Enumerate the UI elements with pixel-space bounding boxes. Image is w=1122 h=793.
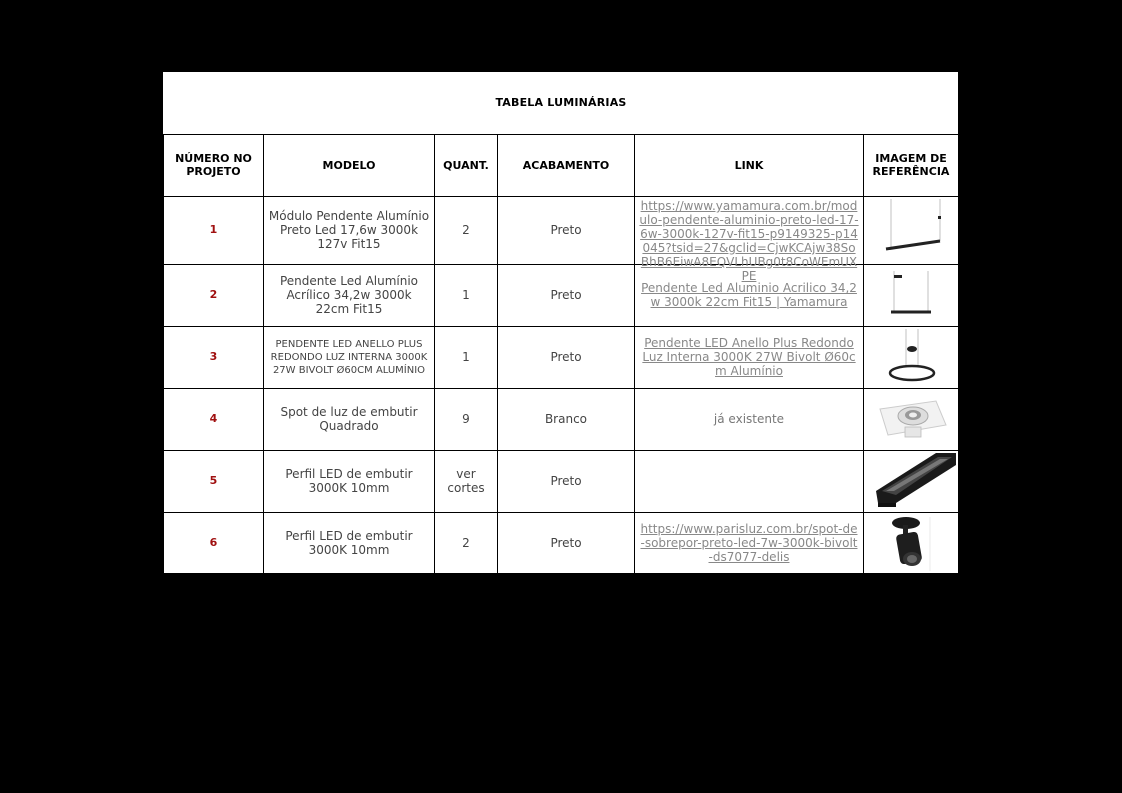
row-acabamento: Preto — [498, 196, 635, 264]
row-quant: 2 — [435, 196, 498, 264]
row-modelo: Spot de luz de embutir Quadrado — [264, 388, 435, 450]
header-num: NÚMERO NO PROJETO — [164, 134, 264, 196]
row-number: 5 — [164, 450, 264, 512]
row-quant: ver cortes — [435, 450, 498, 512]
row-link-cell — [635, 196, 864, 283]
header-row — [164, 134, 959, 196]
header-imagem: IMAGEM DE REFERÊNCIA — [864, 134, 959, 196]
linear-pendant-image — [864, 196, 959, 264]
row-acabamento: Branco — [498, 388, 635, 450]
table-row — [164, 450, 959, 512]
table-row — [164, 326, 959, 388]
row-number: 2 — [164, 264, 264, 326]
row-modelo: Módulo Pendente Alumínio Preto Led 17,6w 3000k 127v Fit15 — [264, 196, 435, 264]
table-row — [164, 388, 959, 450]
row-quant: 9 — [435, 388, 498, 450]
row-modelo: Perfil LED de embutir 3000K 10mm — [264, 512, 435, 574]
row-acabamento: Preto — [498, 512, 635, 574]
square-spot-image — [864, 388, 959, 450]
row-quant: 1 — [435, 326, 498, 388]
header-link: LINK — [635, 134, 864, 196]
row-link[interactable]: https://www.yamamura.com.br/modulo-pendente-aluminio-preto-led-17-6w-3000k-127v-fit15-p9149325-p14045?tsid=27&gclid=CjwKCAjw38SoBhB6EiwA8EQVLhUBg0t8CoWEmUXPE — [639, 199, 859, 283]
row-modelo: Perfil LED de embutir 3000K 10mm — [264, 450, 435, 512]
row-quant: 2 — [435, 512, 498, 574]
header-quant: QUANT. — [435, 134, 498, 196]
row-acabamento: Preto — [498, 264, 635, 326]
row-quant: 1 — [435, 264, 498, 326]
luminaires-table — [163, 72, 959, 575]
row-number: 1 — [164, 196, 264, 264]
table-row — [164, 196, 959, 264]
row-link-text: já existente — [635, 388, 864, 450]
row-link[interactable]: Pendente LED Anello Plus Redondo Luz Interna 3000K 27W Bivolt Ø60cm Alumínio — [642, 336, 856, 378]
table-title: TABELA LUMINÁRIAS — [164, 72, 959, 134]
row-number: 4 — [164, 388, 264, 450]
row-number: 3 — [164, 326, 264, 388]
row-modelo: PENDENTE LED ANELLO PLUS REDONDO LUZ INTERNA 3000K 27W BIVOLT Ø60CM ALUMÍNIO — [264, 326, 435, 388]
short-linear-pendant-image — [864, 264, 959, 326]
row-link-text — [635, 450, 864, 512]
surface-spot-image — [864, 512, 959, 574]
row-link[interactable]: https://www.parisluz.com.br/spot-de-sobrepor-preto-led-7w-3000k-bivolt-ds7077-delis — [640, 522, 858, 564]
luminaires-sheet — [163, 72, 958, 573]
led-profile-image — [864, 450, 959, 512]
row-link-cell — [635, 326, 864, 388]
row-acabamento: Preto — [498, 326, 635, 388]
table-row — [164, 264, 959, 326]
row-number: 6 — [164, 512, 264, 574]
row-acabamento: Preto — [498, 450, 635, 512]
row-link[interactable]: Pendente Led Aluminio Acrilico 34,2w 3000k 22cm Fit15 | Yamamura — [641, 281, 857, 309]
table-row — [164, 512, 959, 574]
header-acabamento: ACABAMENTO — [498, 134, 635, 196]
header-modelo: MODELO — [264, 134, 435, 196]
ring-pendant-image — [864, 326, 959, 388]
row-link-cell — [635, 512, 864, 574]
row-modelo: Pendente Led Alumínio Acrílico 34,2w 3000k 22cm Fit15 — [264, 264, 435, 326]
